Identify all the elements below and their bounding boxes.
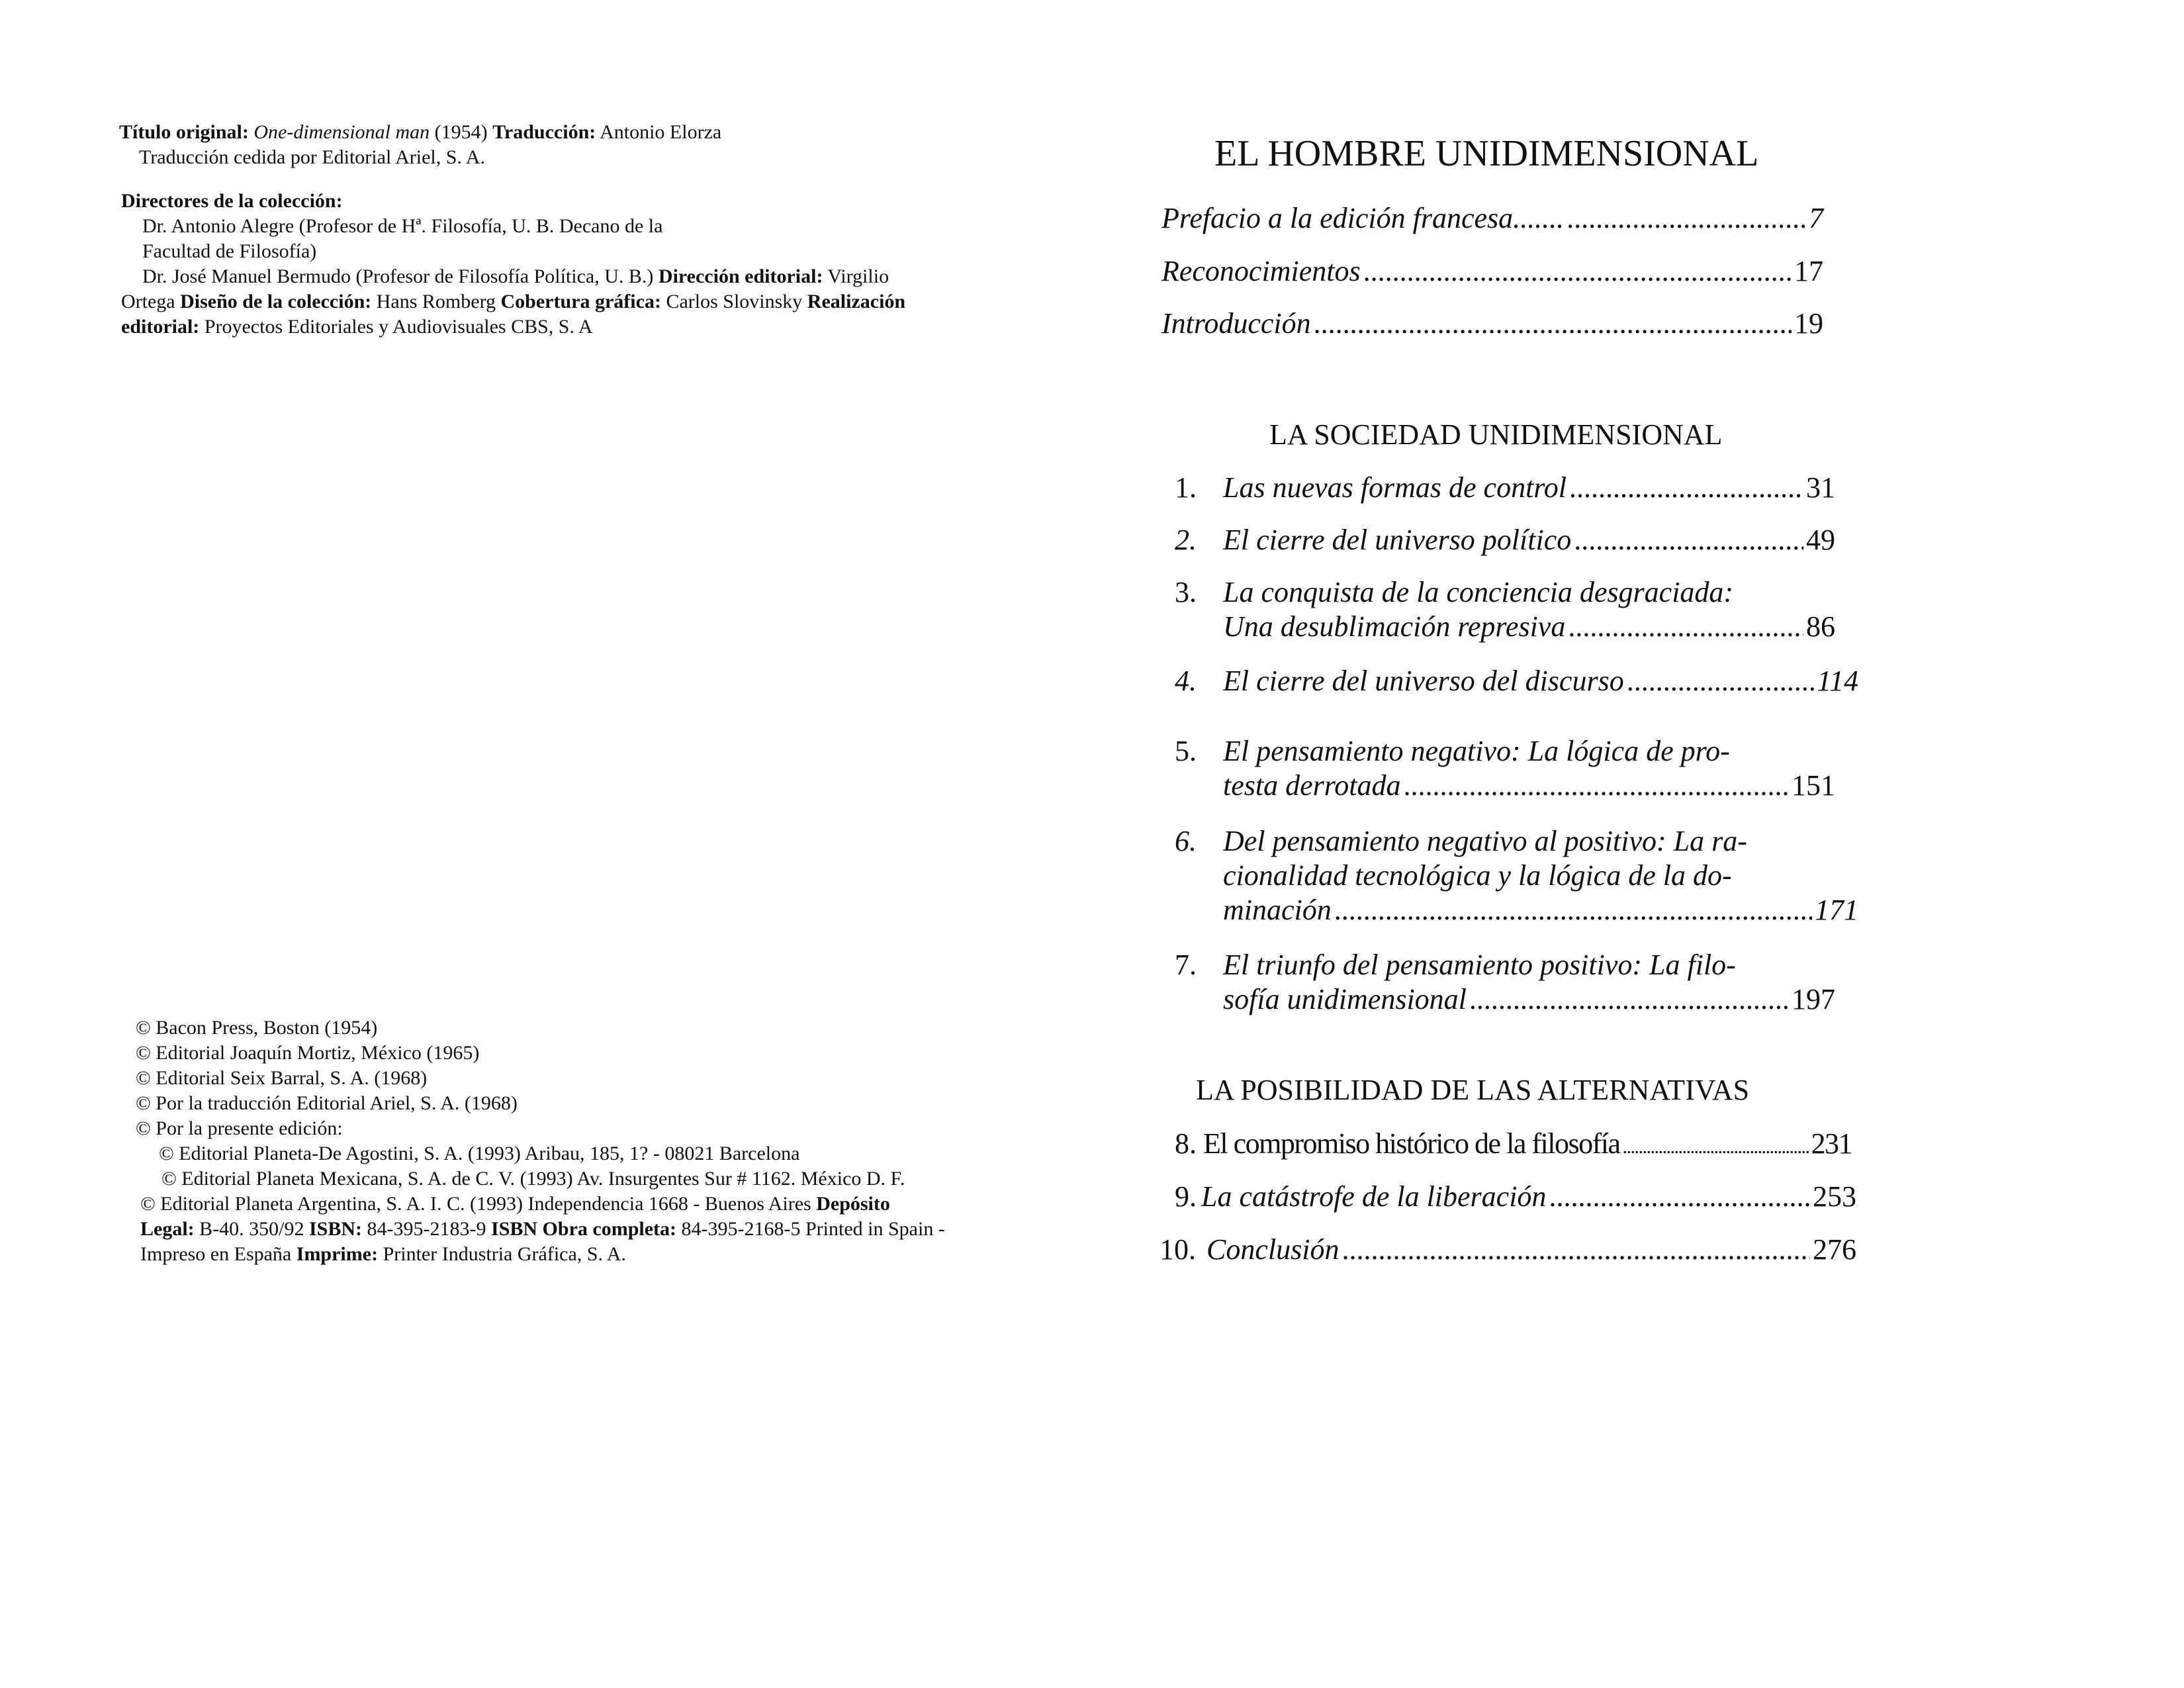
copyright-line: Impreso en España Imprime: Printer Industria Gráfica, S. A. bbox=[140, 1243, 626, 1265]
toc-entry-chapter-10: Conclusión ..... 276 bbox=[1206, 1233, 1856, 1267]
credit-line-director-2: Dr. José Manuel Bermudo (Profesor de Filosofía Política, U. B.) Dirección editorial: Virgilio bbox=[142, 265, 889, 287]
section-heading-2: LA POSIBILIDAD DE LAS ALTERNATIVAS bbox=[1196, 1074, 1750, 1106]
credit-line-translation: Traducción cedida por Editorial Ariel, S. A. bbox=[139, 146, 485, 168]
chapter-number: 4. bbox=[1175, 665, 1197, 697]
chapter-number: 2. bbox=[1175, 524, 1197, 556]
copyright-line: © Por la presente edición: bbox=[136, 1117, 343, 1139]
toc-entry-chapter-6: Del pensamiento negativo al positivo: La ra- cionalidad tecnológica y la lógica de la do- minación ..... 171 bbox=[1223, 824, 1858, 927]
toc-entry-chapter-3: La conquista de la conciencia desgraciada: Una desublimación represiva ..... 86 bbox=[1223, 575, 1835, 644]
copyright-line: © Por la traducción Editorial Ariel, S. A. (1968) bbox=[136, 1092, 518, 1114]
copyright-line: © Editorial Planeta Mexicana, S. A. de C. V. (1993) Av. Insurgentes Sur # 1162. México D. F. bbox=[161, 1168, 905, 1190]
toc-entry-chapter-1: Las nuevas formas de control ..... 31 bbox=[1223, 471, 1835, 505]
credit-line-editorial: editorial: Proyectos Editoriales y Audiovisuales CBS, S. A bbox=[121, 316, 593, 338]
toc-entry-chapter-9: La catástrofe de la liberación ..... 253 bbox=[1201, 1180, 1856, 1214]
chapter-number: 8. bbox=[1175, 1127, 1197, 1160]
chapter-number: 5. bbox=[1175, 735, 1197, 767]
chapter-number: 1. bbox=[1175, 471, 1197, 504]
toc-entry-chapter-4: El cierre del universo del discurso ..... 114 bbox=[1223, 664, 1858, 698]
chapter-number: 10. bbox=[1160, 1233, 1196, 1266]
toc-entry-chapter-7: El triunfo del pensamiento positivo: La filo- sofía unidimensional ..... 197 bbox=[1223, 948, 1835, 1017]
credit-line-director-1b: Facultad de Filosofía) bbox=[142, 240, 317, 262]
copyright-line: © Editorial Seix Barral, S. A. (1968) bbox=[136, 1067, 428, 1089]
copyright-line: © Editorial Planeta Argentina, S. A. I. C. (1993) Independencia 1668 - Buenos Aires Depósito bbox=[140, 1193, 890, 1215]
copyright-line: © Bacon Press, Boston (1954) bbox=[136, 1017, 378, 1039]
toc-entry-chapter-8: El compromiso histórico de la filosofía ..... 231 bbox=[1203, 1127, 1852, 1164]
chapter-number: 3. bbox=[1175, 576, 1197, 608]
chapter-number: 9. bbox=[1175, 1180, 1197, 1213]
credit-line-directors-heading: Directores de la colección: bbox=[121, 190, 343, 212]
toc-entry-prefacio: Prefacio a la edición francesa....... ..... 7 bbox=[1161, 201, 1823, 236]
chapter-number: 6. bbox=[1175, 825, 1197, 857]
copyright-line: © Editorial Joaquín Mortiz, México (1965) bbox=[136, 1042, 480, 1064]
toc-entry-chapter-2: El cierre del universo político ..... 49 bbox=[1223, 523, 1835, 557]
credit-line-design: Ortega Diseño de la colección: Hans Romberg Cobertura gráfica: Carlos Slovinsky Realización bbox=[121, 291, 906, 312]
credit-line-director-1: Dr. Antonio Alegre (Profesor de Hª. Filosofía, U. B. Decano de la bbox=[142, 215, 663, 237]
toc-entry-chapter-5: El pensamiento negativo: La lógica de pro- testa derrotada ..... 151 bbox=[1223, 734, 1835, 803]
section-heading-1: LA SOCIEDAD UNIDIMENSIONAL bbox=[1269, 418, 1723, 451]
credit-line-original-title: Título original: One-dimensional man (1954) Traducción: Antonio Elorza bbox=[119, 121, 722, 143]
book-title: EL HOMBRE UNIDIMENSIONAL bbox=[1214, 133, 1759, 174]
copyright-line: © Editorial Planeta-De Agostini, S. A. (1993) Aribau, 185, 1? - 08021 Barcelona bbox=[159, 1143, 800, 1164]
copyright-line: Legal: B-40. 350/92 ISBN: 84-395-2183-9 ISBN Obra completa: 84-395-2168-5 Printed in Spain - bbox=[140, 1218, 945, 1240]
toc-entry-reconocimientos: Reconocimientos ..... 17 bbox=[1161, 254, 1823, 289]
toc-entry-introduccion: Introducción ..... 19 bbox=[1161, 306, 1823, 341]
chapter-number: 7. bbox=[1175, 949, 1197, 981]
